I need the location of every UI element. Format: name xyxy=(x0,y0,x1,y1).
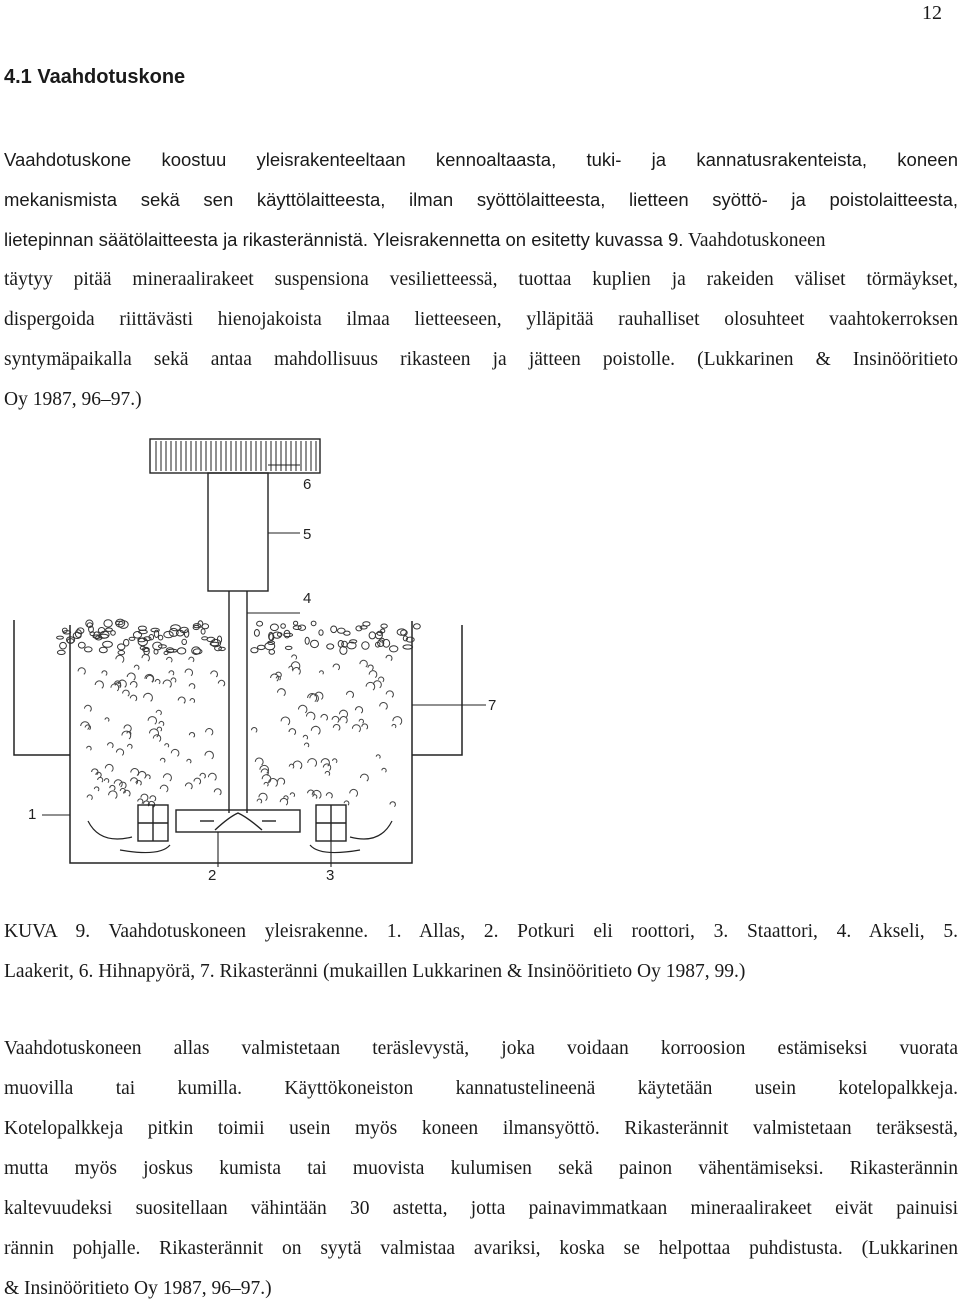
paragraph-2-line-5: kaltevuudeksi suositellaan vähintään 30 astetta, jotta painavimmatkaan mineraalirakeet eivät painuisi xyxy=(4,1198,958,1219)
flotation-machine-figure xyxy=(0,425,520,895)
paragraph-1-line-3 xyxy=(4,220,958,260)
paragraph-2-line-3: Kotelopalkkeja pitkin toimii usein myös koneen ilmansyöttö. Rikasterännit valmistetaan teräksestä, xyxy=(4,1118,958,1139)
froth-layer xyxy=(57,619,421,655)
rotor xyxy=(176,810,300,832)
belt-pulley xyxy=(150,439,320,473)
label-3: 3 xyxy=(326,867,335,884)
bearing-housing xyxy=(208,473,268,591)
paragraph-1-line-6: syntymäpaikalla sekä antaa mahdollisuus rikasteen ja jätteen poistolle. (Lukkarinen & Insinööritieto xyxy=(4,349,958,370)
paragraph-1 xyxy=(4,140,958,420)
paragraph-2 xyxy=(4,1029,958,1309)
label-2: 2 xyxy=(208,867,217,884)
slurry-particles xyxy=(78,654,402,807)
page-number: 12 xyxy=(922,2,942,24)
flotation-machine-diagram xyxy=(0,425,520,895)
paragraph-2-line-6: rännin pohjalle. Rikasterännit on syytä valmistaa avariksi, koska se helpottaa puhdistusta. (Lukkarinen xyxy=(4,1238,958,1259)
shaft xyxy=(229,591,247,813)
paragraph-1-line-7: Oy 1987, 96–97.) xyxy=(4,389,142,410)
paragraph-1-line-4: täytyy pitää mineraalirakeet suspensiona vesilietteessä, tuottaa kuplien ja rakeiden väliset törmäykset, xyxy=(4,269,958,290)
label-7: 7 xyxy=(488,697,497,714)
paragraph-2-line-4: mutta myös joskus kumista tai muovista kulumisen sekä painon vähentämiseksi. Rikasterännin xyxy=(4,1158,958,1179)
paragraph-2-line-2: muovilla tai kumilla. Käyttökoneiston kannatustelineenä käytetään usein kotelopalkkeja. xyxy=(4,1078,958,1099)
label-4: 4 xyxy=(303,590,312,607)
leader-lines xyxy=(42,465,486,867)
caption-line-1: KUVA 9. Vaahdotuskoneen yleisrakenne. 1. Allas, 2. Potkuri eli roottori, 3. Staattori, 4. Akseli, 5. xyxy=(4,921,958,942)
paragraph-1-line-5: dispergoida riittävästi hienojakoista ilmaa lietteeseen, ylläpitää rauhalliset olosuhteet vaahtokerroksen xyxy=(4,309,958,330)
paragraph-2-line-7: & Insinööritieto Oy 1987, 96–97.) xyxy=(4,1278,272,1299)
figure-caption xyxy=(4,912,958,992)
tank xyxy=(14,620,462,863)
paragraph-1-line-3-serif: Vaahdotuskoneen xyxy=(683,230,826,251)
label-1: 1 xyxy=(28,806,37,823)
paragraph-1-line-3-sans: lietepinnan säätölaitteesta ja rikasterännistä. Yleisrakennetta on esitetty kuvassa 9. xyxy=(4,229,684,250)
caption-line-2: Laakerit, 6. Hihnapyörä, 7. Rikasteränni (mukaillen Lukkarinen & Insinööritieto Oy 1987, 99.) xyxy=(4,961,746,982)
paragraph-1-line-2: mekanismista sekä sen käyttölaitteesta, ilman syöttölaitteesta, lietteen syöttö- ja poistolaitteesta, xyxy=(4,189,958,210)
paragraph-1-line-1: Vaahdotuskone koostuu yleisrakenteeltaan kennoaltaasta, tuki- ja kannatusrakenteista, koneen xyxy=(4,149,958,170)
label-5: 5 xyxy=(303,526,312,543)
section-heading: 4.1 Vaahdotuskone xyxy=(4,66,186,88)
label-6: 6 xyxy=(303,476,312,493)
paragraph-2-line-1: Vaahdotuskoneen allas valmistetaan teräslevystä, joka voidaan korroosion estämiseksi vuorata xyxy=(4,1038,958,1059)
